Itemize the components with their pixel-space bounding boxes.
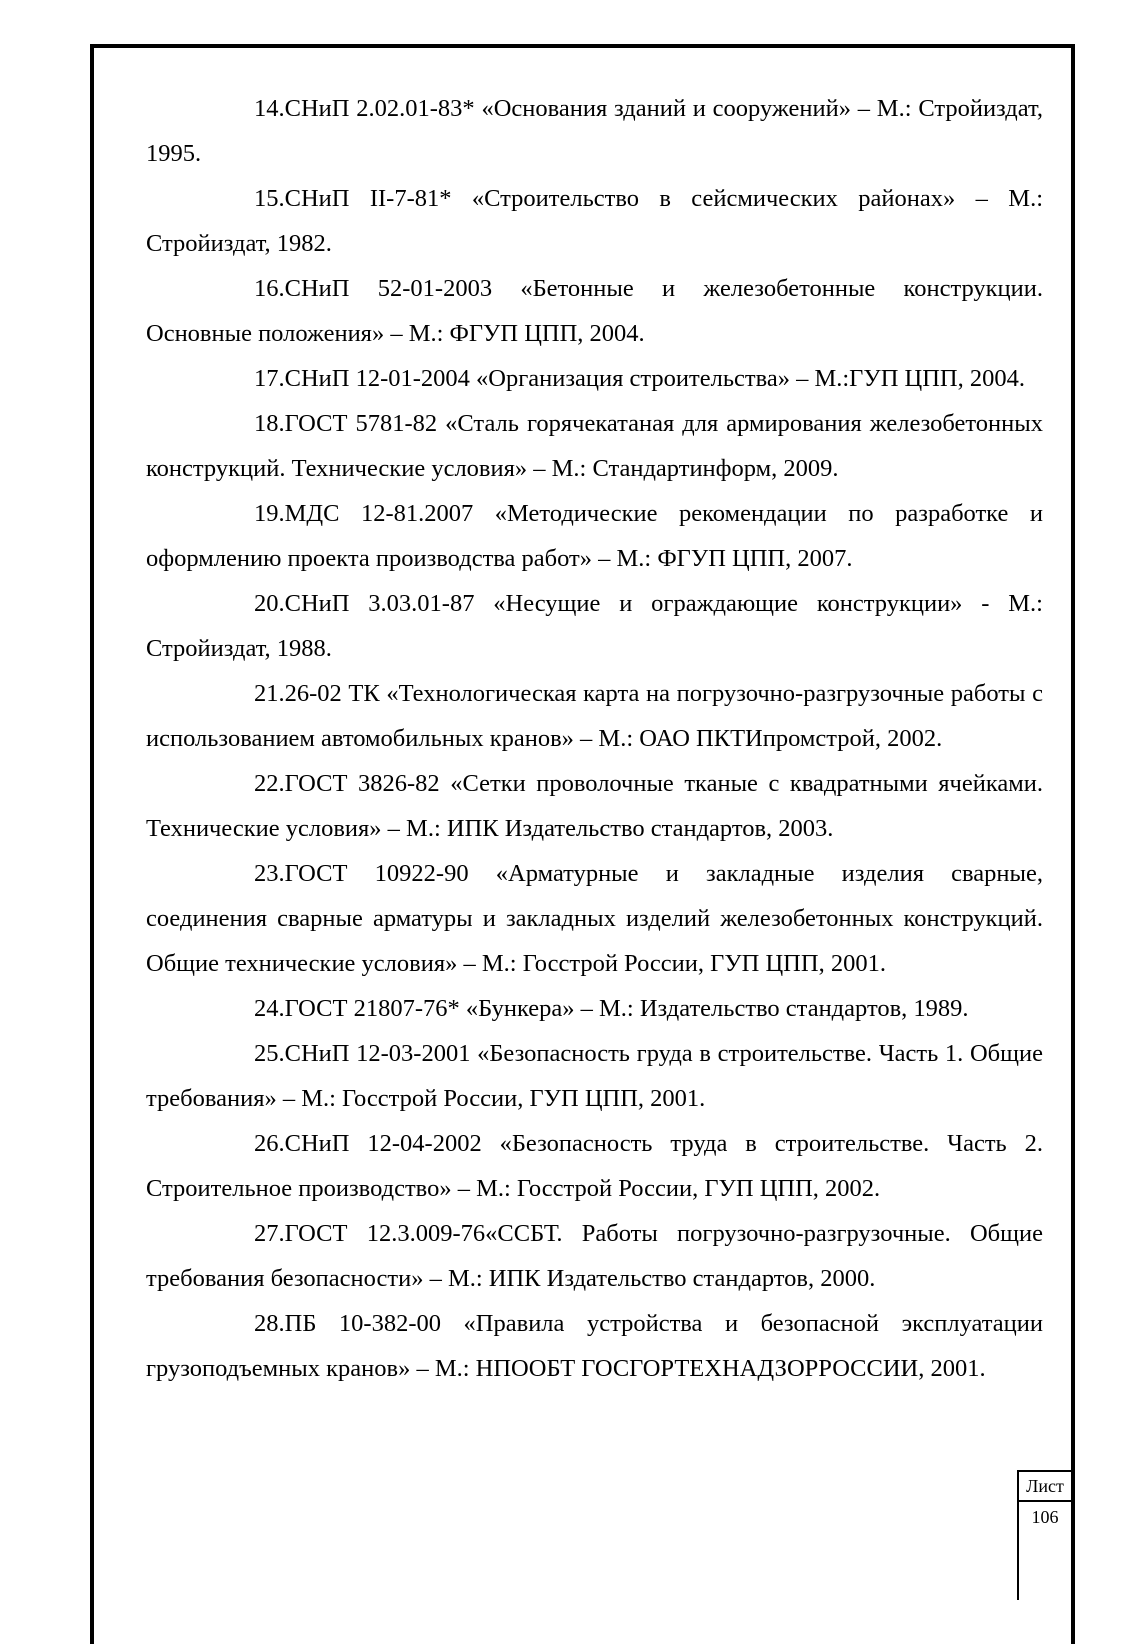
reference-list [146, 86, 1043, 1391]
reference-text: 26-02 ТК «Технологическая карта на погрузочно-разгрузочные работы с использованием автомобильных кранов» – М.: ОАО ПКТИпромстрой, 2002. [146, 680, 1043, 752]
reference-text: ПБ 10-382-00 «Правила устройства и безопасной эксплуатации грузоподъемных кранов» – М.: НПООБТ ГОСГОРТЕХНАДЗОРРОССИИ, 2001. [146, 1310, 1043, 1382]
reference-text: ГОСТ 21807-76* «Бункера» – М.: Издательство стандартов, 1989. [284, 995, 969, 1022]
reference-item [146, 761, 1043, 851]
reference-number: 16. [254, 275, 285, 302]
reference-number: 24. [254, 995, 285, 1022]
reference-number: 17. [254, 365, 285, 392]
reference-item [146, 581, 1043, 671]
reference-item [146, 491, 1043, 581]
reference-item [146, 986, 1043, 1031]
reference-item [146, 86, 1043, 176]
reference-number: 25. [254, 1040, 285, 1067]
reference-number: 26. [254, 1130, 285, 1157]
reference-number: 28. [254, 1310, 285, 1337]
reference-number: 19. [254, 500, 285, 527]
reference-text: СНиП 52-01-2003 «Бетонные и железобетонные конструкции. Основные положения» – М.: ФГУП ЦПП, 2004. [146, 275, 1043, 347]
reference-number: 21. [254, 680, 285, 707]
reference-text: ГОСТ 5781-82 «Сталь горячекатаная для армирования железобетонных конструкций. Технические условия» – М.: Стандартинформ, 2009. [146, 410, 1043, 482]
reference-number: 22. [254, 770, 285, 797]
reference-item [146, 1301, 1043, 1391]
reference-item [146, 1031, 1043, 1121]
reference-number: 20. [254, 590, 285, 617]
reference-number: 18. [254, 410, 285, 437]
reference-text: СНиП 12-04-2002 «Безопасность труда в строительстве. Часть 2. Строительное производство» – М.: Госстрой России, ГУП ЦПП, 2002. [146, 1130, 1043, 1202]
reference-text: ГОСТ 12.3.009-76«ССБТ. Работы погрузочно-разгрузочные. Общие требования безопасности» – М.: ИПК Издательство стандартов, 2000. [146, 1220, 1043, 1292]
reference-text: СНиП 12-03-2001 «Безопасность груда в строительстве. Часть 1. Общие требования» – М.: Госстрой России, ГУП ЦПП, 2001. [146, 1040, 1043, 1112]
reference-item [146, 1211, 1043, 1301]
reference-number: 27. [254, 1220, 285, 1247]
reference-item [146, 356, 1043, 401]
reference-item [146, 401, 1043, 491]
sheet-label: Лист [1019, 1472, 1071, 1502]
reference-item [146, 176, 1043, 266]
reference-number: 14. [254, 95, 285, 122]
reference-number: 15. [254, 185, 285, 212]
reference-number: 23. [254, 860, 285, 887]
sheet-stamp [1017, 1470, 1071, 1600]
reference-text: СНиП II-7-81* «Строительство в сейсмических районах» – М.: Стройиздат, 1982. [146, 185, 1043, 257]
sheet-number: 106 [1031, 1507, 1059, 1527]
reference-item [146, 851, 1043, 986]
reference-text: СНиП 3.03.01-87 «Несущие и ограждающие конструкции» - М.: Стройиздат, 1988. [146, 590, 1043, 662]
reference-item [146, 1121, 1043, 1211]
reference-text: СНиП 12-01-2004 «Организация строительства» – М.:ГУП ЦПП, 2004. [284, 365, 1025, 392]
reference-item [146, 671, 1043, 761]
reference-text: СНиП 2.02.01-83* «Основания зданий и сооружений» – М.: Стройиздат, 1995. [146, 95, 1043, 167]
reference-text: МДС 12-81.2007 «Методические рекомендации по разработке и оформлению проекта производства работ» – М.: ФГУП ЦПП, 2007. [146, 500, 1043, 572]
reference-text: ГОСТ 10922-90 «Арматурные и закладные изделия сварные, соединения сварные арматуры и закладных изделий железобетонных конструкций. Общие технические условия» – М.: Госстрой России, ГУП ЦПП, 2001. [146, 860, 1043, 977]
reference-text: ГОСТ 3826-82 «Сетки проволочные тканые с квадратными ячейками. Технические условия» – М.: ИПК Издательство стандартов, 2003. [146, 770, 1043, 842]
reference-item [146, 266, 1043, 356]
